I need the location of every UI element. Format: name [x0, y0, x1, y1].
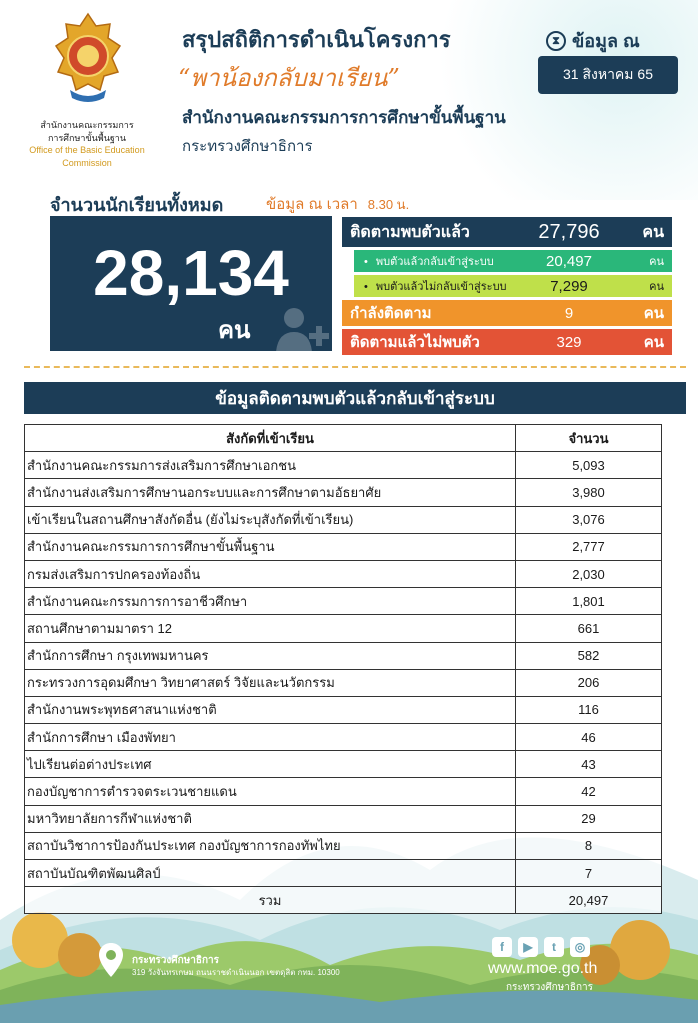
bullet-icon: •: [364, 281, 368, 293]
count-cell: 2,777: [516, 533, 662, 560]
count-cell: 1,801: [516, 588, 662, 615]
count-cell: 3,980: [516, 479, 662, 506]
time-note: [266, 192, 409, 216]
table-row: [25, 560, 662, 587]
total-label-cell: รวม: [25, 887, 516, 914]
youtube-icon[interactable]: ▶: [518, 937, 538, 957]
stat-label: พบตัวแล้วไม่กลับเข้าสู่ระบบ: [375, 281, 507, 293]
count-cell: 206: [516, 669, 662, 696]
count-cell: 116: [516, 696, 662, 723]
footer-ministry: กระทรวงศึกษาธิการ: [132, 955, 220, 966]
affiliation-cell: สำนักงานคณะกรรมการการอาชีวศึกษา: [25, 588, 516, 615]
stat-not-found: [342, 329, 672, 355]
column-header-count: จำนวน: [516, 425, 662, 452]
table-total-row: [25, 887, 662, 914]
stat-label: ติดตามแล้วไม่พบตัว: [350, 334, 480, 351]
facebook-icon[interactable]: f: [492, 937, 512, 957]
page-title: สรุปสถิติการดำเนินโครงการ: [182, 27, 451, 52]
affiliation-cell: สถานศึกษาตามมาตรา 12: [25, 615, 516, 642]
table-row: [25, 506, 662, 533]
table-row: [25, 479, 662, 506]
table-row: [25, 805, 662, 832]
stat-value: 9: [564, 304, 574, 322]
total-students-heading: จำนวนนักเรียนทั้งหมด: [50, 195, 224, 215]
footer-address: 319 วังจันทรเกษม ถนนราชดำเนินนอก เขตดุสิต กทม. 10300: [132, 968, 340, 977]
stat-tracking: [342, 300, 672, 326]
total-students-box: [50, 216, 332, 351]
time-note-label: ข้อมูล ณ เวลา: [266, 196, 358, 213]
project-name: “พาน้องกลับมาเรียน”: [178, 64, 400, 92]
bullet-icon: •: [364, 256, 368, 268]
table-row: [25, 642, 662, 669]
asof-label-group: [546, 26, 640, 55]
count-cell: 8: [516, 832, 662, 859]
count-cell: 7: [516, 860, 662, 887]
office-name: สำนักงานคณะกรรมการการศึกษาขั้นพื้นฐาน: [182, 108, 506, 127]
count-cell: 46: [516, 724, 662, 751]
affiliation-cell: สำนักงานคณะกรรมการส่งเสริมการศึกษาเอกชน: [25, 452, 516, 479]
count-cell: 5,093: [516, 452, 662, 479]
table-row: [25, 696, 662, 723]
count-cell: 3,076: [516, 506, 662, 533]
user-plus-icon: [274, 304, 332, 351]
column-header-affiliation: สังกัดที่เข้าเรียน: [25, 425, 516, 452]
org-name-th-line2: การศึกษาขั้นพื้นฐาน: [47, 133, 127, 143]
table-row: [25, 615, 662, 642]
table-row: [25, 452, 662, 479]
total-count-cell: 20,497: [516, 887, 662, 914]
emblem-logo: [52, 12, 124, 104]
divider: [24, 366, 686, 368]
total-students-value: 28,134: [93, 237, 289, 309]
globe-icon[interactable]: ◎: [570, 937, 590, 957]
org-name-en-line1: Office of the Basic Education: [29, 145, 145, 155]
affiliation-cell: ไปเรียนต่อต่างประเทศ: [25, 751, 516, 778]
affiliation-cell: กระทรวงการอุดมศึกษา วิทยาศาสตร์ วิจัยและนวัตกรรม: [25, 669, 516, 696]
table-row: [25, 860, 662, 887]
stat-value: 7,299: [550, 277, 588, 295]
footer-ministry-small: กระทรวงศึกษาธิการ: [506, 982, 594, 993]
stat-not-returned: [354, 275, 672, 297]
stat-value: 20,497: [546, 252, 592, 270]
total-students-unit: คน: [218, 317, 251, 344]
affiliation-cell: กรมส่งเสริมการปกครองท้องถิ่น: [25, 560, 516, 587]
org-name-th-line1: สำนักงานคณะกรรมการ: [40, 120, 134, 130]
org-name-en-line2: Commission: [62, 158, 112, 168]
ministry-name: กระทรวงศึกษาธิการ: [182, 138, 313, 155]
affiliation-cell: สำนักงานพระพุทธศาสนาแห่งชาติ: [25, 696, 516, 723]
stat-unit: คน: [649, 256, 664, 268]
stats-panel: [342, 217, 672, 358]
affiliation-cell: สถาบันบัณฑิตพัฒนศิลป์: [25, 860, 516, 887]
count-cell: 29: [516, 805, 662, 832]
asof-label: ข้อมูล ณ: [572, 31, 640, 51]
affiliation-cell: สำนักการศึกษา กรุงเทพมหานคร: [25, 642, 516, 669]
table-header-row: [25, 425, 662, 452]
stat-found: [342, 217, 672, 247]
count-cell: 42: [516, 778, 662, 805]
returned-students-table: [24, 424, 662, 914]
affiliation-cell: สำนักการศึกษา เมืองพัทยา: [25, 724, 516, 751]
stat-unit: คน: [649, 281, 664, 293]
social-links: [492, 937, 590, 957]
stat-label: ติดตามพบตัวแล้ว: [350, 223, 470, 241]
table-row: [25, 832, 662, 859]
affiliation-cell: สถาบันวิชาการป้องกันประเทศ กองบัญชาการกองทัพไทย: [25, 832, 516, 859]
table-row: [25, 669, 662, 696]
affiliation-cell: มหาวิทยาลัยการกีฬาแห่งชาติ: [25, 805, 516, 832]
affiliation-cell: สำนักงานส่งเสริมการศึกษานอกระบบและการศึกษาตามอัธยาศัย: [25, 479, 516, 506]
stat-returned: [354, 250, 672, 272]
count-cell: 582: [516, 642, 662, 669]
affiliation-cell: สำนักงานคณะกรรมการการศึกษาขั้นพื้นฐาน: [25, 533, 516, 560]
asof-date: 31 สิงหาคม 65: [538, 56, 678, 94]
stat-value: 329: [556, 333, 582, 351]
affiliation-cell: เข้าเรียนในสถานศึกษาสังกัดอื่น (ยังไม่ระบุสังกัดที่เข้าเรียน): [25, 506, 516, 533]
table-banner: ข้อมูลติดตามพบตัวแล้วกลับเข้าสู่ระบบ: [24, 382, 686, 414]
hourglass-icon: ⧗: [546, 31, 566, 51]
stat-unit: คน: [642, 223, 664, 241]
count-cell: 2,030: [516, 560, 662, 587]
stat-label: พบตัวแล้วกลับเข้าสู่ระบบ: [375, 256, 494, 268]
table-body: [25, 452, 662, 914]
location-pin-icon: [98, 942, 124, 978]
twitter-icon[interactable]: t: [544, 937, 564, 957]
stat-label: กำลังติดตาม: [350, 305, 432, 322]
table-row: [25, 588, 662, 615]
table-row: [25, 533, 662, 560]
time-value: 8.30 น.: [367, 197, 410, 212]
count-cell: 661: [516, 615, 662, 642]
count-cell: 43: [516, 751, 662, 778]
stat-value: 27,796: [538, 220, 600, 243]
table-row: [25, 751, 662, 778]
website-link[interactable]: www.moe.go.th: [488, 960, 598, 977]
affiliation-cell: กองบัญชาการตำรวจตระเวนชายแดน: [25, 778, 516, 805]
table-row: [25, 778, 662, 805]
table-row: [25, 724, 662, 751]
stat-unit: คน: [643, 305, 664, 322]
stat-unit: คน: [643, 334, 664, 351]
